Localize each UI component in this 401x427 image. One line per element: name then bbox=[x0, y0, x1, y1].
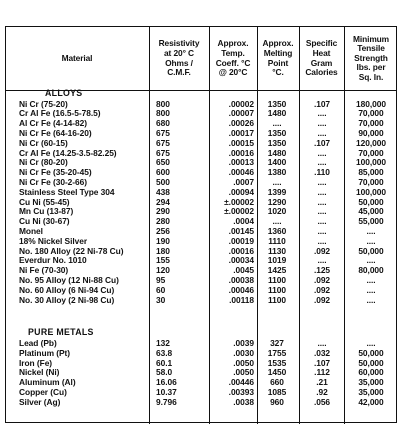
melting-point-value: 1480 bbox=[267, 147, 287, 158]
specific-heat-value: .... bbox=[317, 196, 327, 207]
specific-heat-value: .92 bbox=[316, 387, 328, 397]
tensile-strength-value: 70,000 bbox=[358, 176, 384, 187]
melting-point-value: 1450 bbox=[267, 367, 287, 378]
header-melting-point: Approx. Melting Point °C. bbox=[262, 38, 294, 78]
tensile-strength-value: 50,000 bbox=[358, 196, 384, 207]
material-name: Iron (Fe) bbox=[19, 357, 53, 368]
specific-heat-value: .092 bbox=[313, 245, 331, 256]
table-row bbox=[6, 398, 396, 408]
melting-point-value: 1400 bbox=[267, 157, 287, 168]
specific-heat-value: .... bbox=[317, 216, 327, 227]
melting-point-value: 1755 bbox=[267, 347, 287, 358]
melting-point-value: 1399 bbox=[267, 186, 287, 197]
tensile-strength-value: 85,000 bbox=[358, 167, 384, 178]
temp-coeff-value: .0004 bbox=[233, 216, 254, 227]
resistivity-value: 800 bbox=[156, 98, 170, 109]
resistivity-value: 290 bbox=[156, 206, 170, 217]
table-row bbox=[6, 296, 396, 306]
tensile-strength-value: 35,000 bbox=[358, 377, 384, 388]
melting-point-value: 1535 bbox=[267, 357, 287, 368]
material-name: Cr Al Fe (14.25-3.5-82.25) bbox=[19, 147, 117, 158]
temp-coeff-value: ±.00002 bbox=[224, 196, 254, 207]
specific-heat-value: .056 bbox=[313, 396, 331, 407]
material-name: Nickel (Ni) bbox=[19, 367, 60, 378]
resistivity-value: 675 bbox=[156, 147, 170, 158]
material-name: Monel bbox=[19, 225, 43, 236]
melting-point-value: 327 bbox=[270, 338, 284, 348]
melting-point-value: 1130 bbox=[268, 245, 286, 256]
specific-heat-value: .... bbox=[317, 255, 327, 266]
resistivity-value: 680 bbox=[156, 118, 170, 129]
tensile-strength-value: .... bbox=[366, 274, 376, 285]
temp-coeff-value: .0038 bbox=[233, 396, 254, 407]
resistivity-value: 30 bbox=[156, 294, 166, 305]
resistivity-value: 60.1 bbox=[156, 357, 173, 368]
melting-point-value: .... bbox=[272, 118, 282, 129]
melting-point-value: .... bbox=[272, 176, 282, 187]
specific-heat-value: .... bbox=[317, 235, 327, 246]
tensile-strength-value: .... bbox=[366, 225, 376, 236]
melting-point-value: 1350 bbox=[267, 98, 287, 109]
material-name: Ni Cr (80-20) bbox=[19, 157, 68, 168]
resistivity-value: 600 bbox=[156, 167, 170, 178]
temp-coeff-value: .00026 bbox=[228, 118, 254, 129]
material-name: No. 30 Alloy (2 Ni-98 Cu) bbox=[19, 294, 115, 305]
tensile-strength-value: 50,000 bbox=[358, 357, 384, 368]
melting-point-value: 1290 bbox=[267, 196, 287, 207]
resistivity-value: 132 bbox=[156, 338, 170, 348]
specific-heat-value: .... bbox=[317, 147, 327, 158]
tensile-strength-value: 70,000 bbox=[358, 108, 384, 119]
material-name: Lead (Pb) bbox=[19, 338, 57, 348]
material-name: Aluminum (Al) bbox=[19, 377, 76, 388]
resistivity-value: 60 bbox=[156, 284, 166, 295]
specific-heat-value: .21 bbox=[316, 377, 328, 388]
tensile-strength-value: 70,000 bbox=[358, 118, 384, 129]
table-row bbox=[6, 139, 396, 149]
temp-coeff-value: .00007 bbox=[228, 108, 254, 119]
temp-coeff-value: .0050 bbox=[233, 367, 254, 378]
tensile-strength-value: .... bbox=[366, 338, 376, 348]
material-name: Platinum (Pt) bbox=[19, 347, 70, 358]
melting-point-value: 1085 bbox=[267, 387, 287, 397]
temp-coeff-value: .00393 bbox=[228, 387, 254, 397]
temp-coeff-value: .0039 bbox=[233, 338, 254, 348]
melting-point-value: 1100 bbox=[268, 284, 286, 295]
resistivity-value: 9.796 bbox=[156, 396, 177, 407]
melting-point-value: 1020 bbox=[267, 206, 287, 217]
melting-point-value: 1360 bbox=[267, 225, 287, 236]
specific-heat-value: .... bbox=[317, 225, 327, 236]
tensile-strength-value: 50,000 bbox=[358, 245, 384, 256]
specific-heat-value: .... bbox=[317, 176, 327, 187]
tensile-strength-value: 70,000 bbox=[358, 147, 384, 158]
material-name: 18% Nickel Silver bbox=[19, 235, 88, 246]
material-name: Ni Cr (75-20) bbox=[19, 98, 68, 109]
resistivity-value: 58.0 bbox=[156, 367, 173, 378]
temp-coeff-value: .00446 bbox=[228, 377, 254, 388]
resistivity-value: 294 bbox=[156, 196, 170, 207]
specific-heat-value: .... bbox=[317, 127, 327, 138]
section-title: ALLOYS bbox=[45, 88, 83, 98]
material-name: Ni Cr Fe (35-20-45) bbox=[19, 167, 92, 178]
resistivity-value: 675 bbox=[156, 137, 170, 148]
material-name: Copper (Cu) bbox=[19, 387, 67, 397]
material-name: Stainless Steel Type 304 bbox=[19, 186, 115, 197]
resistivity-value: 10.37 bbox=[156, 387, 177, 397]
material-name: Silver (Ag) bbox=[19, 396, 61, 407]
specific-heat-value: .... bbox=[317, 186, 327, 197]
resistivity-value: 190 bbox=[156, 235, 170, 246]
material-name: Ni Cr Fe (64-16-20) bbox=[19, 127, 92, 138]
tensile-strength-value: 35,000 bbox=[358, 387, 384, 397]
material-name: Ni Cr Fe (30-2-66) bbox=[19, 176, 87, 187]
specific-heat-value: .092 bbox=[313, 284, 331, 295]
tensile-strength-value: 50,000 bbox=[358, 347, 384, 358]
temp-coeff-value: .00002 bbox=[228, 98, 254, 109]
resistivity-value: 180 bbox=[156, 245, 170, 256]
material-name: No. 95 Alloy (12 Ni-88 Cu) bbox=[19, 274, 119, 285]
resistivity-value: 280 bbox=[156, 216, 170, 227]
table-header bbox=[6, 27, 396, 91]
specific-heat-value: .110 bbox=[314, 167, 330, 178]
material-name: Ni Fe (70-30) bbox=[19, 265, 69, 276]
table-row bbox=[6, 237, 396, 247]
temp-coeff-value: .00046 bbox=[228, 167, 254, 178]
header-material: Material bbox=[61, 52, 93, 63]
material-name: Cr Al Fe (16.5-5-78.5) bbox=[19, 108, 101, 119]
tensile-strength-value: 55,000 bbox=[358, 216, 384, 227]
temp-coeff-value: ±.00002 bbox=[224, 206, 254, 217]
temp-coeff-value: .0007 bbox=[233, 176, 254, 187]
specific-heat-value: .107 bbox=[313, 137, 331, 148]
material-name: Al Cr Fe (4-14-82) bbox=[19, 118, 87, 129]
table-row bbox=[6, 349, 396, 359]
resistivity-value: 256 bbox=[156, 225, 170, 236]
header-specific-heat: Specific Heat Gram Calories bbox=[305, 38, 338, 78]
table-row bbox=[6, 388, 396, 398]
melting-point-value: 1480 bbox=[267, 108, 287, 119]
temp-coeff-value: .00046 bbox=[228, 284, 254, 295]
temp-coeff-value: .0050 bbox=[233, 357, 254, 368]
temp-coeff-value: .00016 bbox=[228, 147, 254, 158]
table-row bbox=[6, 217, 396, 227]
specific-heat-value: .... bbox=[317, 108, 327, 119]
melting-point-value: 1019 bbox=[267, 255, 287, 266]
resistivity-value: 155 bbox=[156, 255, 170, 266]
temp-coeff-value: .0030 bbox=[233, 347, 254, 358]
specific-heat-value: .... bbox=[317, 118, 327, 129]
header-tensile-strength: Minimum Tensile Strength lbs. per Sq. In. bbox=[352, 33, 390, 82]
tensile-strength-value: 90,000 bbox=[358, 127, 384, 138]
resistivity-value: 438 bbox=[156, 186, 170, 197]
temp-coeff-value: .00019 bbox=[228, 235, 254, 246]
tensile-strength-value: 100,000 bbox=[356, 186, 386, 197]
specific-heat-value: .125 bbox=[313, 265, 331, 276]
melting-point-value: 1100 bbox=[268, 294, 286, 305]
specific-heat-value: .092 bbox=[313, 274, 331, 285]
specific-heat-value: .... bbox=[317, 206, 327, 217]
tensile-strength-value: 180,000 bbox=[356, 98, 386, 109]
temp-coeff-value: .00034 bbox=[228, 255, 254, 266]
resistance-materials-table bbox=[5, 26, 397, 423]
tensile-strength-value: .... bbox=[366, 235, 376, 246]
melting-point-value: .... bbox=[272, 216, 282, 227]
temp-coeff-value: .00038 bbox=[228, 274, 254, 285]
tensile-strength-value: 45,000 bbox=[358, 206, 384, 217]
resistivity-value: 675 bbox=[156, 127, 170, 138]
temp-coeff-value: .00145 bbox=[228, 225, 254, 236]
specific-heat-value: .092 bbox=[313, 294, 331, 305]
resistivity-value: 650 bbox=[156, 157, 170, 168]
specific-heat-value: .... bbox=[317, 157, 327, 168]
resistivity-value: 500 bbox=[156, 176, 170, 187]
melting-point-value: 1100 bbox=[268, 274, 286, 285]
material-name: Mn Cu (13-87) bbox=[19, 206, 74, 217]
material-name: Cu Ni (55-45) bbox=[19, 196, 70, 207]
material-name: Ni Cr (60-15) bbox=[19, 137, 68, 148]
tensile-strength-value: .... bbox=[366, 284, 376, 295]
melting-point-value: 1425 bbox=[267, 265, 287, 276]
resistivity-value: 800 bbox=[156, 108, 170, 119]
melting-point-value: 1380 bbox=[267, 167, 287, 178]
tensile-strength-value: 100,000 bbox=[356, 157, 386, 168]
material-name: Cu Ni (30-67) bbox=[19, 216, 70, 227]
temp-coeff-value: .00017 bbox=[228, 127, 254, 138]
resistivity-value: 63.8 bbox=[156, 347, 173, 358]
tensile-strength-value: .... bbox=[366, 294, 376, 305]
header-temp-coeff: Approx. Temp. Coeff. °C @ 20°C bbox=[215, 38, 251, 78]
specific-heat-value: .... bbox=[317, 338, 327, 348]
temp-coeff-value: .00094 bbox=[228, 186, 254, 197]
melting-point-value: 960 bbox=[270, 396, 284, 407]
section-title: PURE METALS bbox=[28, 327, 94, 337]
material-name: No. 180 Alloy (22 Ni-78 Cu) bbox=[19, 245, 124, 256]
tensile-strength-value: 42,000 bbox=[358, 396, 384, 407]
specific-heat-value: .112 bbox=[314, 367, 330, 378]
table-row bbox=[6, 188, 396, 198]
resistivity-value: 95 bbox=[156, 274, 166, 285]
melting-point-value: 1350 bbox=[267, 127, 287, 138]
melting-point-value: 660 bbox=[270, 377, 284, 388]
table-row bbox=[6, 286, 396, 296]
material-name: Everdur No. 1010 bbox=[19, 255, 87, 266]
melting-point-value: 1110 bbox=[268, 235, 286, 246]
temp-coeff-value: .00016 bbox=[228, 245, 254, 256]
melting-point-value: 1350 bbox=[267, 137, 287, 148]
material-name: No. 60 Alloy (6 Ni-94 Cu) bbox=[19, 284, 115, 295]
tensile-strength-value: 120,000 bbox=[356, 137, 386, 148]
specific-heat-value: .032 bbox=[313, 347, 331, 358]
table-row bbox=[6, 359, 396, 369]
specific-heat-value: .107 bbox=[313, 357, 331, 368]
tensile-strength-value: 60,000 bbox=[358, 367, 384, 378]
resistivity-value: 120 bbox=[156, 265, 170, 276]
temp-coeff-value: .00013 bbox=[228, 157, 254, 168]
temp-coeff-value: .00118 bbox=[229, 294, 254, 305]
specific-heat-value: .107 bbox=[313, 98, 331, 109]
tensile-strength-value: 80,000 bbox=[358, 265, 384, 276]
resistivity-value: 16.06 bbox=[156, 377, 177, 388]
tensile-strength-value: .... bbox=[366, 255, 376, 266]
temp-coeff-value: .0045 bbox=[233, 265, 254, 276]
header-resistivity: Resistivity at 20° C Ohms / C.M.F. bbox=[158, 38, 200, 78]
temp-coeff-value: .00015 bbox=[228, 137, 254, 148]
